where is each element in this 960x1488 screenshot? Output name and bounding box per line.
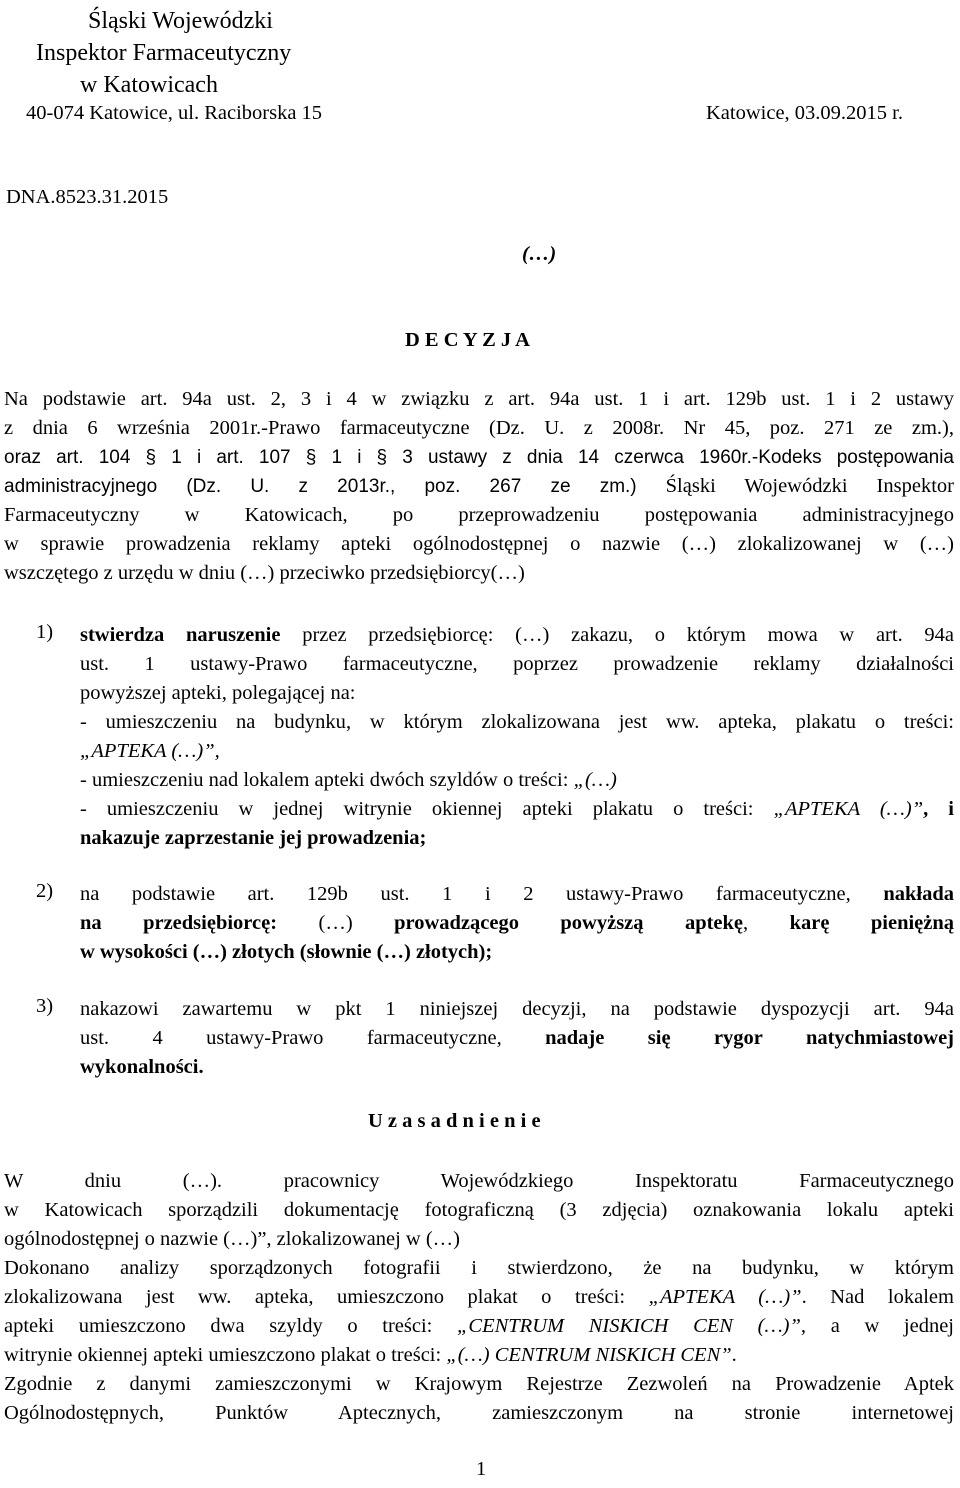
point-1-line: - umieszczeniu na budynku, w którym zlokalizowana jest ww. apteka, plakatu o treści: — [80, 711, 954, 733]
point-1-line-part: przez przedsiębiorcę: (…) zakazu, o którym mowa w art. 94a — [280, 624, 954, 646]
justification-line-part: . — [731, 1344, 737, 1366]
intro-line: z dnia 6 września 2001r.-Prawo farmaceutyczne (Dz. U. z 2008r. Nr 45, poz. 271 ze zm.), — [4, 417, 954, 439]
justification-line: Ogólnodostępnych, Punktów Aptecznych, zamieszczonym na stronie internetowej — [4, 1402, 954, 1424]
justification-line-part: apteki umieszczono dwa szyldy o treści: — [4, 1315, 458, 1337]
decision-title: D E C Y Z J A — [405, 329, 530, 351]
recipient: (…) — [522, 243, 557, 265]
justification-line: W dniu (…). pracownicy Wojewódzkiego Inspektoratu Farmaceutycznego — [4, 1170, 954, 1192]
point-3-bold: wykonalności. — [80, 1056, 204, 1078]
point-2-bold: nakłada — [883, 883, 954, 905]
quoted-text: „APTEKA (…)”, — [80, 740, 220, 762]
justification-title: U z a s a d n i e n i e — [368, 1110, 541, 1132]
point-2-bold: karę pieniężną — [789, 912, 955, 934]
justification-line: w Katowicach sporządzili dokumentację fotograficzną (3 zdjęcia) oznakowania lokalu apteki — [4, 1199, 954, 1221]
point-1-line: ust. 1 ustawy-Prawo farmaceutyczne, poprzez prowadzenie reklamy działalności — [80, 653, 954, 675]
point-2-line — [80, 938, 954, 967]
intro-line: w sprawie prowadzenia reklamy apteki ogólnodostępnej o nazwie (…) zlokalizowanej w (…) — [4, 533, 954, 555]
quoted-text: „(…) CENTRUM NISKICH CEN” — [446, 1344, 732, 1366]
issuer-name — [36, 5, 292, 101]
justification-line — [4, 1341, 954, 1370]
issuer-line-2: Inspektor Farmaceutyczny — [36, 40, 292, 66]
justification-line: Dokonano analizy sporządzonych fotografii i stwierdzono, że na budynku, w którym — [4, 1257, 954, 1279]
point-2-line — [80, 880, 954, 909]
intro-line-part: Śląski Wojewódzki Inspektor — [636, 475, 954, 497]
intro-line: wszczętego z urzędu w dniu (…) przeciwko przedsiębiorcy(…) — [4, 562, 525, 584]
point-2-line-part: , — [743, 912, 790, 934]
point-1-line — [80, 766, 954, 795]
quoted-text: „(…) — [573, 769, 617, 791]
justification-line-part: witrynie okiennej apteki umieszczono plakat o treści: — [4, 1344, 447, 1366]
justification-line-part: zlokalizowana jest ww. apteka, umieszczono plakat o treści: — [4, 1286, 649, 1308]
justification-line — [4, 1312, 954, 1341]
issuer-line-3: w Katowicach — [80, 72, 218, 98]
point-2-line — [80, 909, 954, 938]
issuer-line-1: Śląski Wojewódzki — [88, 8, 273, 34]
point-1-bold: , i — [923, 798, 955, 820]
document-date: Katowice, 03.09.2015 r. — [706, 102, 903, 124]
point-1 — [80, 621, 954, 853]
justification-line-part: . Nad lokalem — [801, 1286, 954, 1308]
justification-line: Zgodnie z danymi zamieszczonymi w Krajowym Rejestrze Zezwoleń na Prowadzenie Aptek — [4, 1373, 954, 1395]
justification-line-part: , a w jednej — [800, 1315, 954, 1337]
issuer-address: 40-074 Katowice, ul. Raciborska 15 — [26, 102, 323, 124]
point-3-bold: nadaje się rygor natychmiastowej — [545, 1027, 954, 1049]
justification-paragraph — [4, 1167, 954, 1428]
quoted-text: „APTEKA (…)” — [648, 1286, 802, 1308]
point-3-line-part: ust. 4 ustawy-Prawo farmaceutyczne, — [80, 1027, 546, 1049]
point-3-line — [80, 1053, 954, 1082]
reference-number: DNA.8523.31.2015 — [6, 186, 169, 208]
justification-line — [4, 1283, 954, 1312]
point-1-line — [80, 795, 954, 824]
point-1-number: 1) — [36, 621, 54, 643]
point-2-bold: na przedsiębiorcę: — [80, 912, 278, 934]
page-number: 1 — [476, 1458, 487, 1480]
point-2-bold: w wysokości (…) złotych (słownie (…) złotych); — [80, 941, 493, 963]
point-1-line — [80, 737, 954, 766]
intro-line: Na podstawie art. 94a ust. 2, 3 i 4 w związku z art. 94a ust. 1 i art. 129b ust. 1 i 2 ustawy — [4, 388, 954, 410]
point-1-line — [80, 824, 954, 853]
point-1-line: powyższej apteki, polegającej na: — [80, 682, 356, 704]
quoted-text: „APTEKA (…)” — [773, 798, 924, 820]
point-3 — [80, 995, 954, 1082]
point-3-line: nakazowi zawartemu w pkt 1 niniejszej decyzji, na podstawie dyspozycji art. 94a — [80, 998, 954, 1020]
justification-line: ogólnodostępnej o nazwie (…)”, zlokalizowanej w (…) — [4, 1228, 460, 1250]
point-2-number: 2) — [36, 880, 54, 902]
quoted-text: „CENTRUM NISKICH CEN (…)” — [457, 1315, 801, 1337]
point-1-bold: stwierdza naruszenie — [80, 624, 281, 646]
point-2-bold: prowadzącego powyższą aptekę — [394, 912, 744, 934]
point-1-line — [80, 621, 954, 650]
point-3-line — [80, 1024, 954, 1053]
intro-paragraph — [4, 385, 954, 588]
intro-line — [4, 472, 954, 501]
point-2 — [80, 880, 954, 967]
point-2-line-part: na podstawie art. 129b ust. 1 i 2 ustawy-Prawo farmaceutyczne, — [80, 883, 884, 905]
point-1-bold: nakazuje zaprzestanie jej prowadzenia; — [80, 827, 427, 849]
point-1-line-part: - umieszczeniu w jednej witrynie okiennej apteki plakatu o treści: — [80, 798, 774, 820]
point-3-number: 3) — [36, 995, 54, 1017]
intro-line-part: administracyjnego (Dz. U. z 2013r., poz. 267 ze zm.) — [4, 476, 637, 497]
intro-line: oraz art. 104 § 1 i art. 107 § 1 i § 3 ustawy z dnia 14 czerwca 1960r.-Kodeks postępowania — [4, 447, 954, 468]
point-2-line-part: (…) — [277, 912, 395, 934]
point-1-line-part: - umieszczeniu nad lokalem apteki dwóch szyldów o treści: — [80, 769, 574, 791]
intro-line: Farmaceutyczny w Katowicach, po przeprowadzeniu postępowania administracyjnego — [4, 504, 954, 526]
